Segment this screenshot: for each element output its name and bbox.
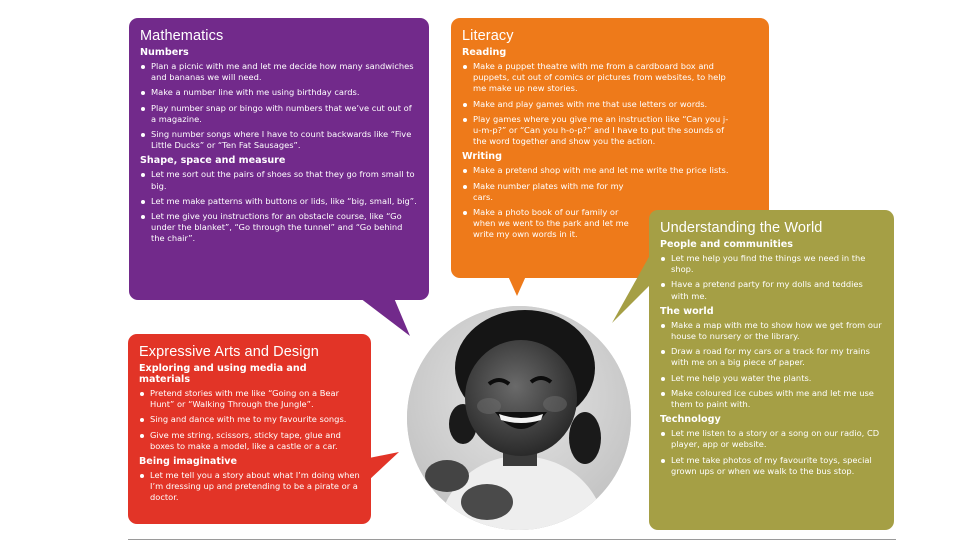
list-item: Plan a picnic with me and let me decide how many sandwiches and bananas we will need. xyxy=(140,61,418,83)
reading-list xyxy=(462,61,732,147)
list-item: Make and play games with me that use letters or words. xyxy=(462,99,732,110)
media-list xyxy=(139,388,360,452)
list-item: Let me help you find the things we need in the shop. xyxy=(660,253,883,275)
child-photo xyxy=(407,306,631,530)
list-item: Give me string, scissors, sticky tape, glue and boxes to make a model, like a castle or a car. xyxy=(139,430,360,452)
list-item: Play number snap or bingo with numbers that we’ve cut out of a magazine. xyxy=(140,103,418,125)
list-item: Let me listen to a story or a song on our radio, CD player, app or website. xyxy=(660,428,883,450)
list-item: Make coloured ice cubes with me and let me use them to paint with. xyxy=(660,388,883,410)
list-item: Let me help you water the plants. xyxy=(660,373,883,384)
smiling-child-illustration xyxy=(407,306,631,530)
shape-list xyxy=(140,169,418,244)
list-item: Sing and dance with me to my favourite songs. xyxy=(139,414,360,425)
list-item: Make number plates with me for my cars. xyxy=(462,181,642,203)
numbers-heading: Numbers xyxy=(140,47,189,58)
list-item: Let me sort out the pairs of shoes so that they go from small to big. xyxy=(140,169,418,191)
list-item: Let me tell you a story about what I’m doing when I’m dressing up and pretending to be a pirate or a doctor. xyxy=(139,470,360,504)
writing-list xyxy=(462,165,729,240)
list-item: Draw a road for my cars or a track for my trains with me on a big piece of paper. xyxy=(660,346,883,368)
writing-heading: Writing xyxy=(462,151,503,163)
mathematics-panel xyxy=(129,18,429,300)
reading-heading: Reading xyxy=(462,47,507,58)
list-item: Play games where you give me an instruction like “Can you j-u-m-p?” or “Can you h-o-p?” and I have to put the sounds of the word together and show you the action. xyxy=(462,114,732,148)
the-world-heading: The world xyxy=(660,305,714,317)
list-item: Make a puppet theatre with me from a cardboard box and puppets, cut out of comics or pictures from websites, to help me make up new stories. xyxy=(462,61,732,95)
list-item: Pretend stories with me like “Going on a Bear Hunt” or “Walking Through the Jungle”. xyxy=(139,388,360,410)
media-materials-heading: Exploring and using media and materials xyxy=(139,363,307,385)
list-item: Let me take photos of my favourite toys, special grown ups or when we walk to the bus stop. xyxy=(660,455,883,477)
list-item: Make a number line with me using birthday cards. xyxy=(140,87,418,98)
list-item: Make a map with me to show how we get from our house to nursery or the library. xyxy=(660,320,883,342)
understanding-world-title: Understanding the World xyxy=(660,220,823,236)
expressive-arts-panel xyxy=(128,334,371,524)
list-item: Have a pretend party for my dolls and teddies with me. xyxy=(660,279,883,301)
world-list xyxy=(660,320,883,410)
people-communities-heading: People and communities xyxy=(660,239,793,250)
mathematics-title: Mathematics xyxy=(140,28,224,44)
list-item: Sing number songs where I have to count backwards like “Five Little Ducks” or “Ten Fat Sausages”. xyxy=(140,129,418,151)
list-item: Let me make patterns with buttons or lids, like “big, small, big”. xyxy=(140,196,418,207)
technology-list xyxy=(660,428,883,477)
footer-divider xyxy=(128,539,896,540)
understanding-world-panel xyxy=(649,210,894,530)
list-item: Make a pretend shop with me and let me write the price lists. xyxy=(462,165,738,176)
expressive-arts-title: Expressive Arts and Design xyxy=(139,344,319,360)
numbers-list xyxy=(140,61,418,151)
literacy-bubble-tail xyxy=(508,276,528,298)
shape-space-measure-heading: Shape, space and measure xyxy=(140,155,286,167)
list-item: Let me give you instructions for an obstacle course, like “Go under the blanket”, “Go through the tunnel” and “Go behind the chair”. xyxy=(140,211,418,245)
technology-heading: Technology xyxy=(660,414,721,426)
being-imaginative-heading: Being imaginative xyxy=(139,456,237,468)
list-item: Make a photo book of our family or when we went to the park and let me write my own words in it. xyxy=(462,207,642,241)
expressive-arts-bubble-tail xyxy=(369,452,401,482)
mathematics-bubble-tail xyxy=(360,298,415,338)
literacy-title: Literacy xyxy=(462,28,514,44)
people-list xyxy=(660,253,883,302)
imaginative-list xyxy=(139,470,360,504)
understanding-world-bubble-tail xyxy=(610,255,655,325)
